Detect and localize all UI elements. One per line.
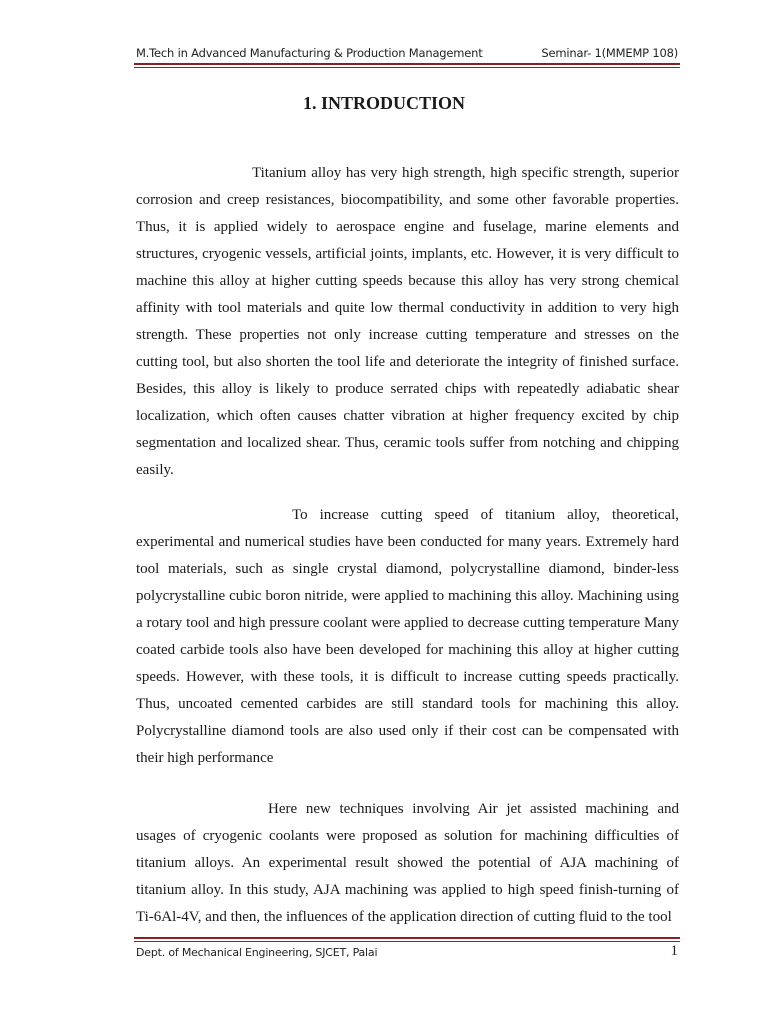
- section-title: 1. INTRODUCTION: [302, 93, 466, 113]
- footer-department: Dept. of Mechanical Engineering, SJCET, Palai: [136, 946, 378, 959]
- footer-rule-thick: [134, 937, 680, 939]
- header-course-title: M.Tech in Advanced Manufacturing & Production Management: [136, 46, 483, 60]
- paragraph-2: To increase cutting speed of titanium alloy, theoretical, experimental and numerical studies have been conducted for many years. Extremely hard tool materials, such as single crystal diamond, polycrystalline diamond, binder-less polycrystalline cubic boron nitride, were applied to machining this alloy. Machining using a rotary tool and high pressure coolant were applied to decrease cutting temperature Many coated carbide tools also have been developed for machining this alloy at higher cutting speeds. However, with these tools, it is difficult to increase cutting speeds practically. Thus, uncoated cemented carbides are still standard tools for machining this alloy. Polycrystalline diamond tools are also used only if their cost can be compensated with their high performance: [136, 507, 679, 766]
- header-rule-thin: [134, 67, 680, 68]
- paragraph-3: Here new techniques involving Air jet assisted machining and usages of cryogenic coolants were proposed as solution for machining difficulties of titanium alloys. An experimental result showed the potential of AJA machining of titanium alloy. In this study, AJA machining was applied to high speed finish-turning of Ti-6Al-4V, and then, the influences of the application direction of cutting fluid to the tool: [136, 801, 679, 925]
- header-rule-thick: [134, 63, 680, 65]
- paragraph-1: Titanium alloy has very high strength, high specific strength, superior corrosion and creep resistances, biocompatibility, and some other favorable properties. Thus, it is applied widely to aerospace engine and fuselage, marine elements and structures, cryogenic vessels, artificial joints, implants, etc. However, it is very difficult to machine this alloy at higher cutting speeds because this alloy has very strong chemical affinity with tool materials and quite low thermal conductivity in addition to very high strength. These properties not only increase cutting temperature and stresses on the cutting tool, but also shorten the tool life and deteriorate the integrity of finished surface. Besides, this alloy is likely to produce serrated chips with repeatedly adiabatic shear localization, which often causes chatter vibration at higher frequency excited by chip segmentation and localized shear. Thus, ceramic tools suffer from notching and chipping easily.: [136, 165, 679, 478]
- header-seminar-code: Seminar- 1(MMEMP 108): [541, 46, 678, 60]
- page-number: 1: [670, 943, 678, 959]
- footer-rule-thin: [134, 941, 680, 942]
